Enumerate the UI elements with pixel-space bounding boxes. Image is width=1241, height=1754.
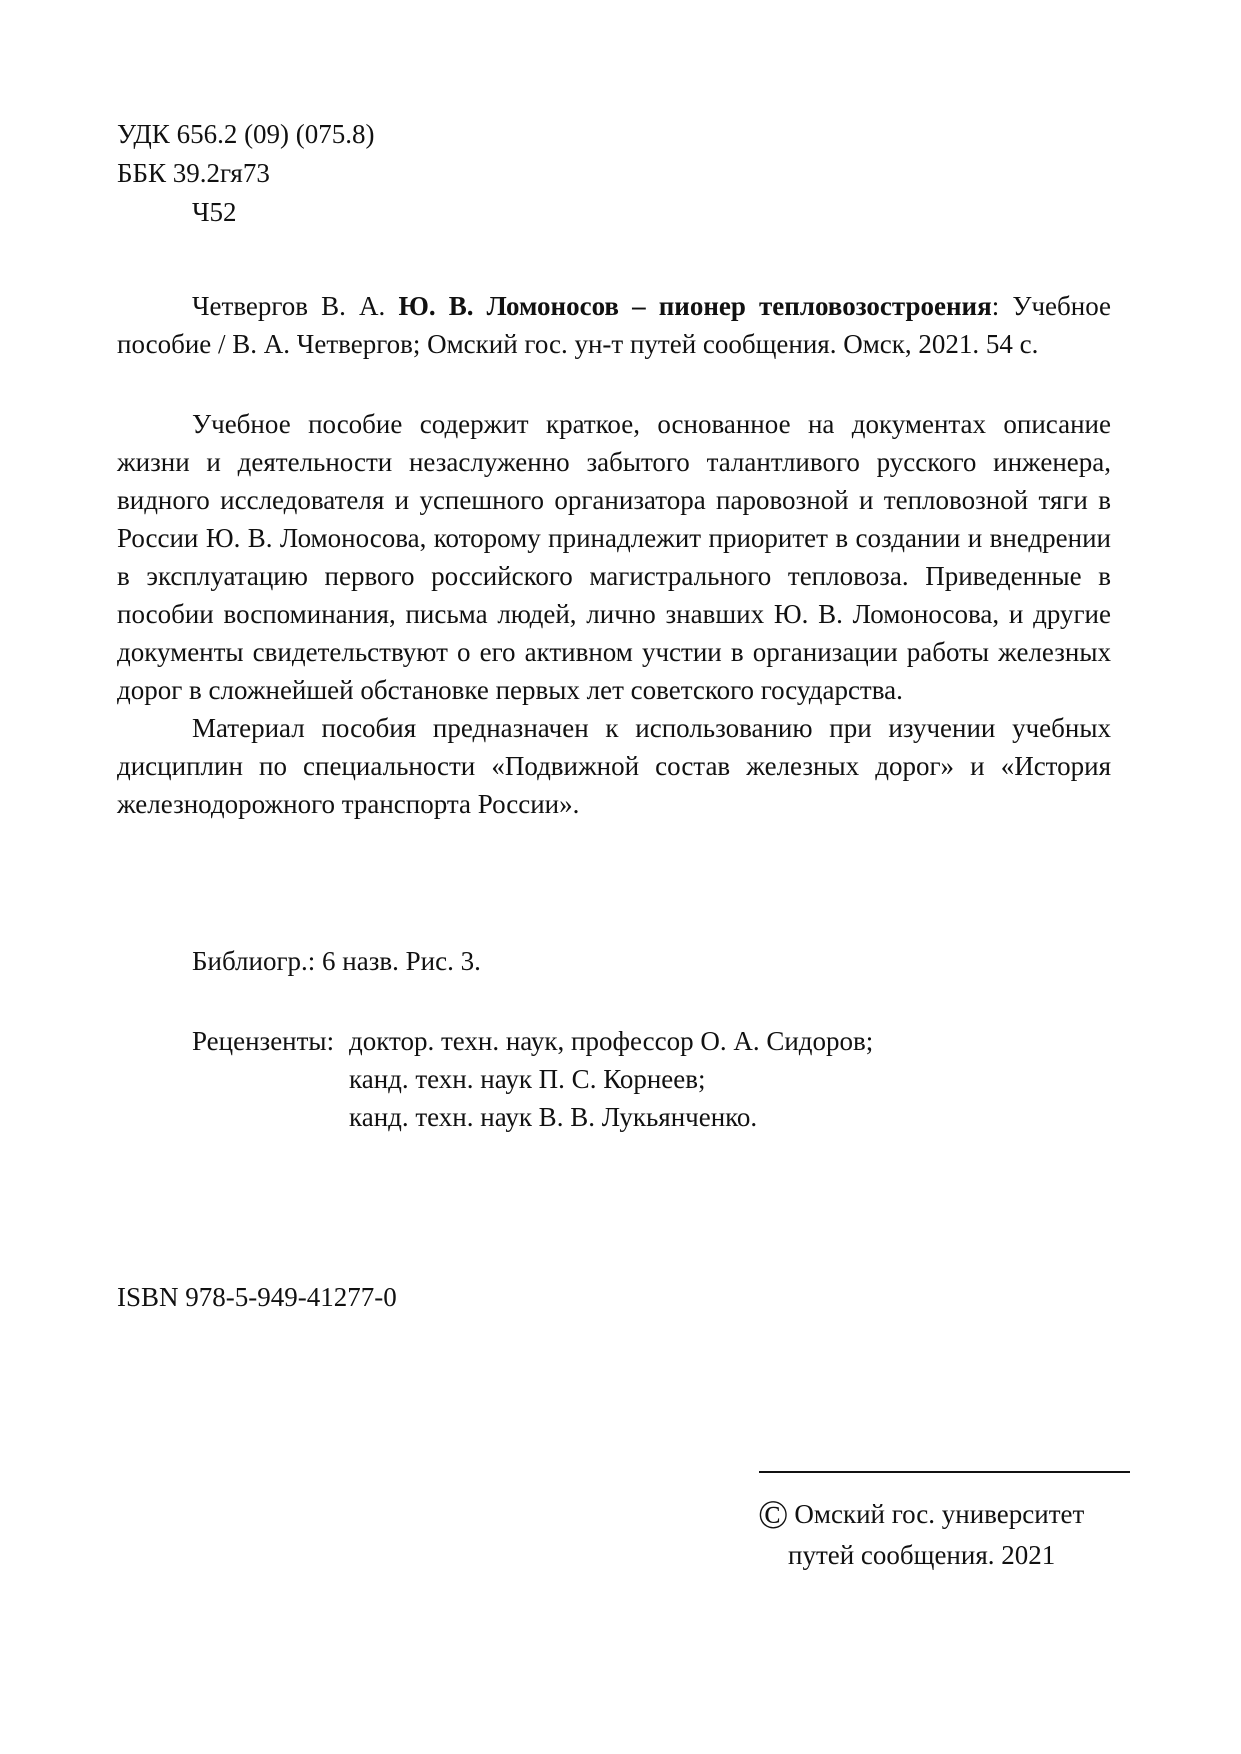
author-code: Ч52 <box>192 197 237 227</box>
copyright-block <box>758 1494 1084 1575</box>
bibliographic-reference <box>117 287 1111 363</box>
copyright-divider <box>759 1471 1130 1473</box>
copyright-line-2: путей сообщения. 2021 <box>788 1540 1056 1570</box>
reviewer-name: канд. техн. наук В. В. Лукьянченко. <box>349 1102 758 1132</box>
reviewer-row <box>192 1060 873 1098</box>
bibref-rest: : Учебное пособие / В. А. Четвергов; Омский гос. ун-т путей сообщения. Омск, 2021. 54 с. <box>117 291 1112 359</box>
udk-code: УДК 656.2 (09) (075.8) <box>117 119 375 149</box>
copyright-line-1 <box>758 1494 1084 1535</box>
reviewer-row <box>192 1098 873 1136</box>
reviewers-label: Рецензенты: <box>192 1026 335 1056</box>
isbn: ISBN 978-5-949-41277-0 <box>117 1282 397 1312</box>
bibref-author: Четвергов В. А. <box>192 291 386 321</box>
abstract-paragraph: Материал пособия предназначен к использованию при изучении учебных дисциплин по специальности «Подвижной состав железных дорог» и «История железнодорожного транспорта России». <box>117 713 1111 819</box>
copyright-holder: Омский гос. университет <box>794 1499 1085 1529</box>
bbk-code: ББК 39.2гя73 <box>117 158 270 188</box>
abstract <box>117 405 1111 823</box>
reviewer-name: канд. техн. наук П. С. Корнеев; <box>349 1064 706 1094</box>
bibliography-note: Библиогр.: 6 назв. Рис. 3. <box>192 946 481 976</box>
bibref-title: Ю. В. Ломоносов – пионер тепловозостроения <box>398 291 992 321</box>
reviewers <box>192 1022 873 1136</box>
reviewer-name: доктор. техн. наук, профессор О. А. Сидоров; <box>349 1026 874 1056</box>
abstract-paragraph: Учебное пособие содержит краткое, основанное на документах описание жизни и деятельности незаслуженно забытого талантливого русского инженера, видного исследователя и успешного организатора паровозной и тепловозной тяги в России Ю. В. Ломоносова, которому принадлежит приоритет в создании и внедрении в эксплуатацию первого российского магистрального тепловоза. Приведенные в пособии воспоминания, письма людей, лично знавших Ю. В. Ломоносова, и другие документы свидетельствуют о его активном учстии в организации работы железных дорог в сложнейшей обстановке первых лет советского государства. <box>117 409 1111 705</box>
copyright-icon: © <box>758 1492 789 1537</box>
reviewer-row <box>192 1022 873 1060</box>
